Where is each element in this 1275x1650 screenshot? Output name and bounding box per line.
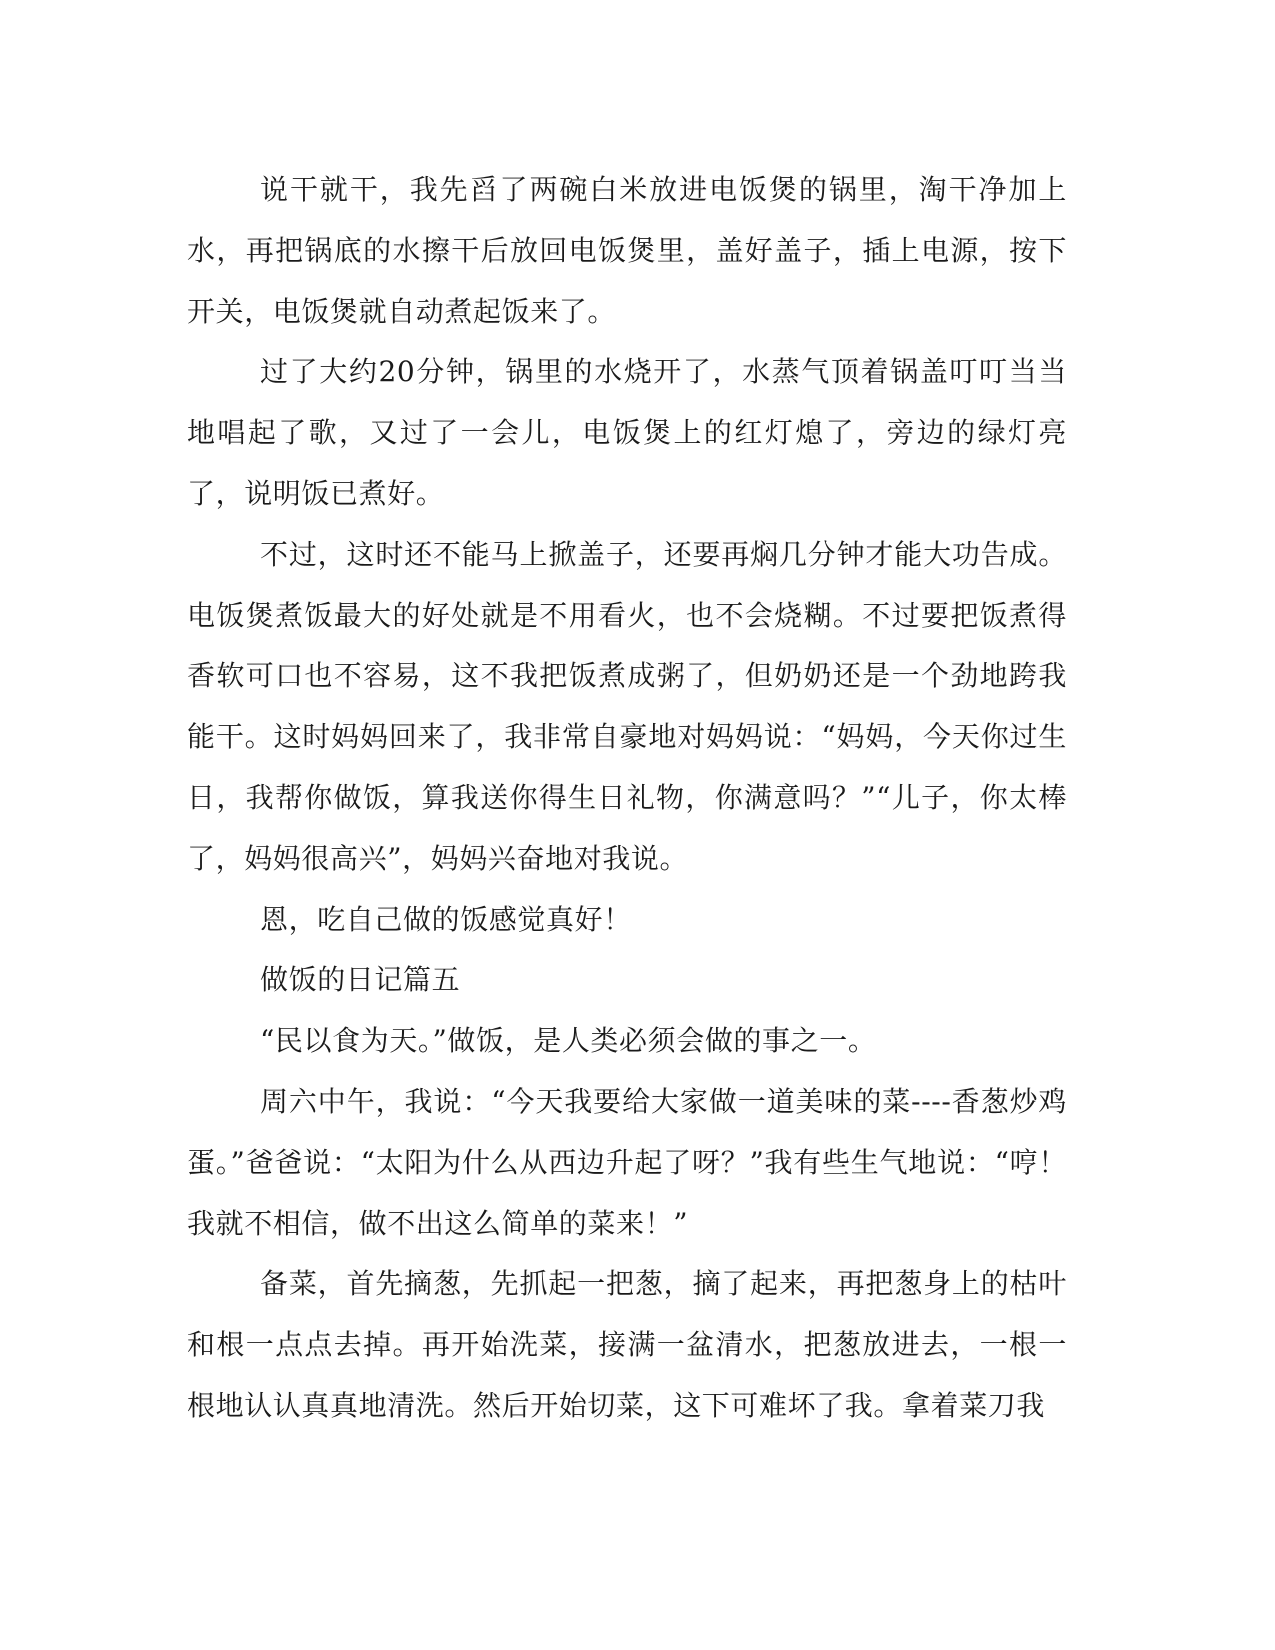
paragraph-prep-scallions: 备菜，首先摘葱，先抓起一把葱，摘了起来，再把葱身上的枯叶和根一点点去掉。再开始洗菜，接满一盆清水，把葱放进去，一根一根地认认真真地清洗。然后开始切菜，这下可难坏了我。拿着菜刀我: [187, 1267, 1067, 1422]
paragraph-water-boiling: 过了大约20分钟，锅里的水烧开了，水蒸气顶着锅盖叮叮当当地唱起了歌，又过了一会儿，电饭煲上的红灯熄了，旁边的绿灯亮了，说明饭已煮好。: [187, 355, 1067, 510]
paragraph-food-is-heaven: “民以食为天。”做饭，是人类必须会做的事之一。: [260, 1024, 877, 1058]
section-heading: 做饭的日记篇五: [260, 963, 461, 997]
document-body: [187, 160, 1067, 1437]
paragraph-rice-cooking: 说干就干，我先舀了两碗白米放进电饭煲的锅里，淘干净加上水，再把锅底的水擦干后放回电饭煲里，盖好盖子，插上电源，按下开关，电饭煲就自动煮起饭来了。: [187, 173, 1067, 328]
paragraph-feels-good: 恩，吃自己做的饭感觉真好！: [260, 902, 632, 936]
paragraph-saturday-noon: 周六中午，我说：“今天我要给大家做一道美味的菜----香葱炒鸡蛋。”爸爸说：“太阳为什么从西边升起了呀？”我有些生气地说：“哼！我就不相信，做不出这么简单的菜来！”: [187, 1084, 1067, 1240]
paragraph-birthday-gift: 不过，这时还不能马上掀盖子，还要再焖几分钟才能大功告成。电饭煲煮饭最大的好处就是不用看火，也不会烧糊。不过要把饭煮得香软可口也不容易，这不我把饭煮成粥了，但奶奶还是一个劲地跨我能干。这时妈妈回来了，我非常自豪地对妈妈说：“妈妈，今天你过生日，我帮你做饭，算我送你得生日礼物，你满意吗？”“儿子，你太棒了，妈妈很高兴”，妈妈兴奋地对我说。: [187, 537, 1067, 875]
